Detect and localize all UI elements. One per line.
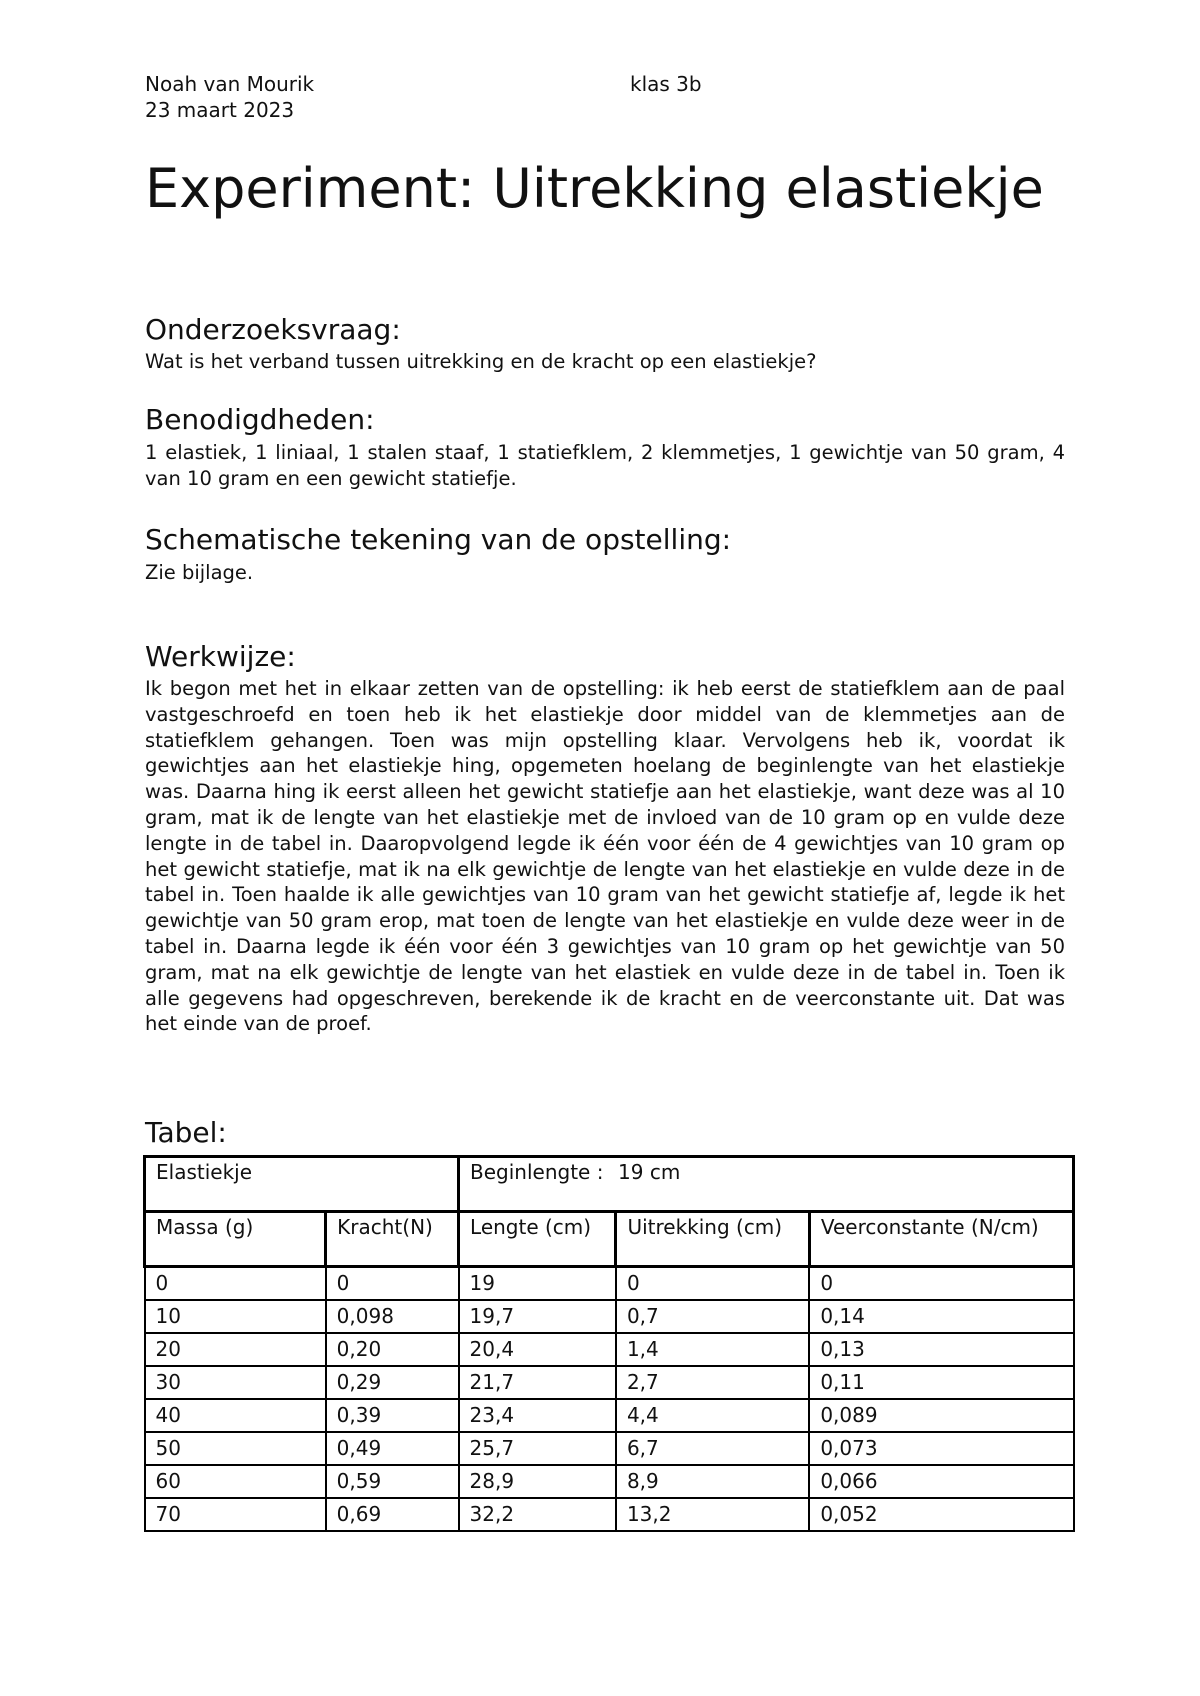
table-cell: 20 bbox=[145, 1333, 326, 1366]
table-header-row bbox=[145, 1212, 1074, 1267]
table-cell: 0 bbox=[145, 1267, 326, 1301]
table-row bbox=[145, 1333, 1074, 1366]
table-cell: 0,14 bbox=[809, 1300, 1073, 1333]
table-cell: 23,4 bbox=[459, 1399, 616, 1432]
table-cell: 2,7 bbox=[616, 1366, 809, 1399]
table-cell: 0,49 bbox=[326, 1432, 459, 1465]
document-date: 23 maart 2023 bbox=[145, 98, 295, 122]
table-row bbox=[145, 1366, 1074, 1399]
table-cell-elastiekje: Elastiekje bbox=[145, 1157, 459, 1212]
table-cell: 10 bbox=[145, 1300, 326, 1333]
table-top-row bbox=[145, 1157, 1074, 1212]
table-cell: 13,2 bbox=[616, 1498, 809, 1531]
table-cell: 0,066 bbox=[809, 1465, 1073, 1498]
column-header: Massa (g) bbox=[145, 1212, 326, 1267]
table-cell: 0,29 bbox=[326, 1366, 459, 1399]
column-header: Uitrekking (cm) bbox=[616, 1212, 809, 1267]
table-cell: 0,052 bbox=[809, 1498, 1073, 1531]
class-label: klas 3b bbox=[630, 72, 702, 96]
table-cell-beginlengte bbox=[459, 1157, 1074, 1212]
table-cell: 25,7 bbox=[459, 1432, 616, 1465]
table-cell: 60 bbox=[145, 1465, 326, 1498]
table-cell: 70 bbox=[145, 1498, 326, 1531]
table-cell: 1,4 bbox=[616, 1333, 809, 1366]
table-row bbox=[145, 1465, 1074, 1498]
column-header: Lengte (cm) bbox=[459, 1212, 616, 1267]
heading-schematische-tekening: Schematische tekening van de opstelling: bbox=[145, 523, 732, 556]
heading-tabel: Tabel: bbox=[145, 1116, 227, 1149]
table-cell: 0,073 bbox=[809, 1432, 1073, 1465]
text-werkwijze: Ik begon met het in elkaar zetten van de opstelling: ik heb eerst de statiefklem aan de paal vastgeschroefd en toen heb ik het elastiekje door middel van de klemmetjes aan de statiefklem gehangen. Toen was mijn opstelling klaar. Vervolgens heb ik, voordat ik gewichtjes aan het elastiekje hing, opgemeten hoelang de beginlengte van het elastiekje was. Daarna hing ik eerst alleen het gewicht statiefje aan het elastiekje, want deze was al 10 gram, mat ik de lengte van het elastiekje met de invloed van de 10 gram op en vulde deze lengte in de tabel in. Daaropvolgend legde ik één voor één de 4 gewichtjes van 10 gram op het gewicht statiefje, mat ik na elk gewichtje de lengte van het elastiekje en vulde deze in de tabel in. Toen haalde ik alle gewichtjes van 10 gram van het gewicht statiefje af, legde ik het gewichtje van 50 gram erop, mat toen de lengte van het elastiekje en vulde deze weer in de tabel in. Daarna legde ik één voor één 3 gewichtjes van 10 gram op het gewichtje van 50 gram, mat na elk gewichtje de lengte van het elastiek en vulde deze in de tabel in. Toen ik alle gegevens had opgeschreven, berekende ik de kracht en de veerconstante uit. Dat was het einde van de proef. bbox=[145, 677, 1065, 1036]
table-cell: 0,098 bbox=[326, 1300, 459, 1333]
table-cell: 8,9 bbox=[616, 1465, 809, 1498]
table-cell: 50 bbox=[145, 1432, 326, 1465]
heading-werkwijze: Werkwijze: bbox=[145, 640, 296, 673]
table-cell: 6,7 bbox=[616, 1432, 809, 1465]
table-cell: 0,7 bbox=[616, 1300, 809, 1333]
heading-onderzoeksvraag: Onderzoeksvraag: bbox=[145, 313, 401, 346]
column-header: Kracht(N) bbox=[326, 1212, 459, 1267]
table-cell: 0 bbox=[616, 1267, 809, 1301]
table-cell: 19,7 bbox=[459, 1300, 616, 1333]
table-cell: 0,11 bbox=[809, 1366, 1073, 1399]
table-cell: 20,4 bbox=[459, 1333, 616, 1366]
table-row bbox=[145, 1399, 1074, 1432]
text-benodigdheden: 1 elastiek, 1 liniaal, 1 stalen staaf, 1 statiefklem, 2 klemmetjes, 1 gewichtje van 50 gram, 4 van 10 gram en een gewicht statiefje. bbox=[145, 441, 1065, 490]
text-schematische-tekening: Zie bijlage. bbox=[145, 561, 254, 584]
table-cell: 19 bbox=[459, 1267, 616, 1301]
table-cell: 0 bbox=[809, 1267, 1073, 1301]
heading-benodigdheden: Benodigdheden: bbox=[145, 403, 375, 436]
table-row bbox=[145, 1498, 1074, 1531]
table-cell: 0,69 bbox=[326, 1498, 459, 1531]
table-cell: 0,20 bbox=[326, 1333, 459, 1366]
document-title: Experiment: Uitrekking elastiekje bbox=[145, 157, 1044, 220]
table-cell: 0 bbox=[326, 1267, 459, 1301]
table-cell: 40 bbox=[145, 1399, 326, 1432]
column-header: Veerconstante (N/cm) bbox=[809, 1212, 1073, 1267]
table-row bbox=[145, 1300, 1074, 1333]
measurement-table bbox=[143, 1155, 1075, 1532]
table-cell: 0,59 bbox=[326, 1465, 459, 1498]
table-cell: 30 bbox=[145, 1366, 326, 1399]
table-row bbox=[145, 1267, 1074, 1301]
beginlengte-label: Beginlengte : bbox=[470, 1160, 604, 1184]
table-cell: 32,2 bbox=[459, 1498, 616, 1531]
table-cell: 0,089 bbox=[809, 1399, 1073, 1432]
table-cell: 0,39 bbox=[326, 1399, 459, 1432]
table-row bbox=[145, 1432, 1074, 1465]
beginlengte-value: 19 cm bbox=[618, 1160, 681, 1184]
table-cell: 28,9 bbox=[459, 1465, 616, 1498]
author-name: Noah van Mourik bbox=[145, 72, 315, 96]
table-cell: 0,13 bbox=[809, 1333, 1073, 1366]
table-cell: 4,4 bbox=[616, 1399, 809, 1432]
table-cell: 21,7 bbox=[459, 1366, 616, 1399]
text-onderzoeksvraag: Wat is het verband tussen uitrekking en de kracht op een elastiekje? bbox=[145, 350, 817, 373]
